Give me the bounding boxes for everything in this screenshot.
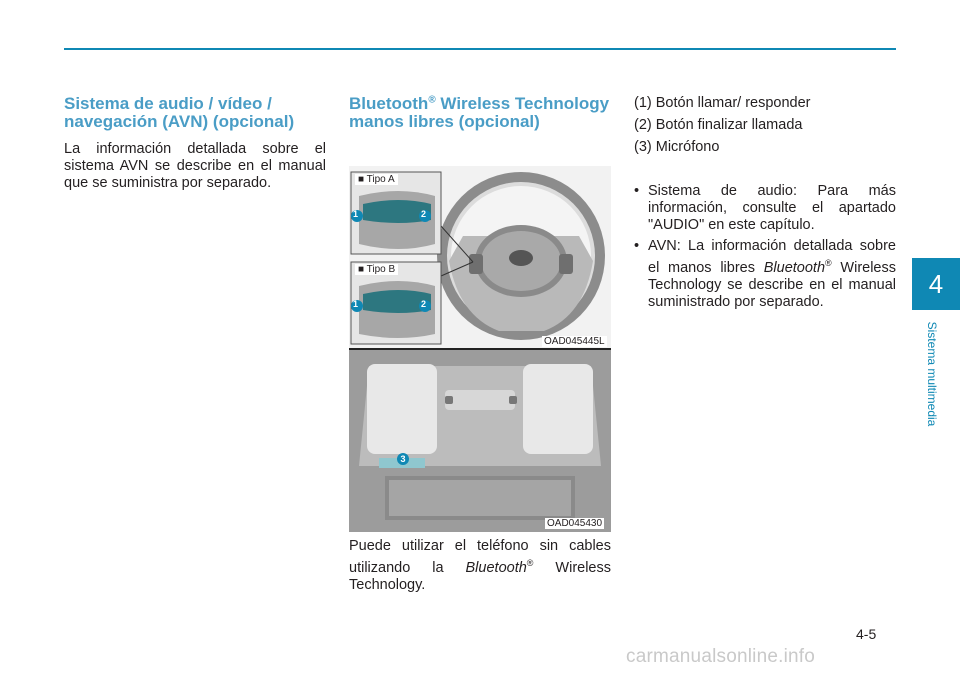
figure	[349, 166, 611, 532]
bluetooth-body-reg: ®	[526, 558, 534, 568]
figure-code-top: OAD045445L	[544, 336, 605, 347]
bullet-dot: •	[634, 183, 640, 199]
bluetooth-heading	[349, 95, 611, 131]
bullet-avn-post: Wireless Technology se describe en el manual suministrado por separado.	[648, 259, 896, 310]
watermark: carmanualsonline.info	[626, 646, 816, 667]
figure-code-bottom: OAD045430	[547, 518, 603, 529]
bullet-avn-text	[634, 238, 896, 311]
avn-heading: Sistema de audio / vídeo / navegación (AVN) (opcional)	[64, 94, 295, 131]
avn-body: La información detallada sobre el sistema AVN se describe en el manual que se suministra por separado.	[64, 141, 326, 191]
steering-wheel-icon	[437, 172, 605, 340]
bluetooth-heading-rest: Wireless Technology manos libres (opcional)	[349, 94, 610, 131]
bullet-avn	[634, 238, 896, 311]
top-rule	[64, 48, 896, 50]
bluetooth-body-brand: Bluetooth	[465, 559, 527, 576]
chapter-tab: 4	[912, 258, 960, 310]
type-a-label: ■ Tipo A	[355, 174, 398, 185]
chapter-title-text: Sistema multimedia	[925, 321, 939, 427]
bullet-avn-brand: Bluetooth	[763, 259, 826, 276]
bluetooth-heading-brand: Bluetooth	[349, 94, 429, 113]
steering-wheel-illustration	[349, 166, 611, 532]
bullet-avn-pre: AVN: La información detallada sobre el manos libres	[648, 238, 896, 276]
callout-3: 3	[397, 453, 409, 465]
bluetooth-body-pre: Puede utilizar el teléfono sin cables utilizando la	[349, 538, 611, 576]
callout-1-b: 1	[353, 299, 359, 309]
type-b-label: ■ Tipo B	[355, 264, 398, 275]
callout-legend-3: (3) Micrófono	[634, 139, 720, 155]
bluetooth-body	[349, 538, 611, 594]
callout-legend-1: (1) Botón llamar/ responder	[634, 95, 811, 111]
chapter-title	[922, 312, 942, 442]
registered-mark: ®	[428, 94, 436, 106]
callout-1-a: 1	[353, 209, 359, 219]
callout-2-b: 2	[421, 299, 427, 309]
bullet-dot: •	[634, 238, 640, 254]
page-number: 4-5	[856, 626, 877, 642]
bluetooth-body-post: Wireless Technology.	[349, 559, 611, 593]
callout-legend-2: (2) Botón finalizar llamada	[634, 117, 803, 133]
bullet-audio	[634, 183, 896, 234]
callout-2-a: 2	[421, 209, 427, 219]
bullet-audio-text: Sistema de audio: Para más información, consulte el apartado "AUDIO" en este capítulo.	[648, 183, 896, 233]
bullet-avn-reg: ®	[825, 258, 832, 268]
